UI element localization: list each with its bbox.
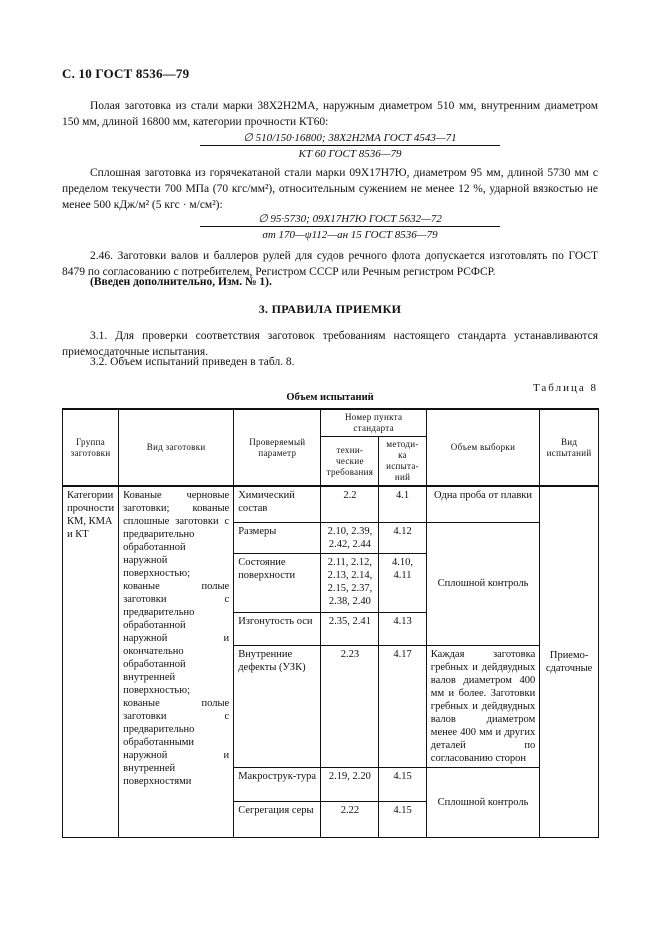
cell-method: 4.12 <box>379 522 427 553</box>
paragraph-3-1: 3.1. Для проверки соответствия заготовок требованиям настоящего стандарта устанавливаются приемосдаточные испытания. <box>62 330 598 358</box>
cell-method: 4.1 <box>379 486 427 522</box>
header-test-methods: методи-ка испыта-ний <box>379 437 427 487</box>
cell-method: 4.17 <box>379 645 427 767</box>
table-number-label: Таблица 8 <box>532 382 598 394</box>
paragraph-solid-billet: Сплошная заготовка из горячекатаной стали марки 09Х17Н7Ю, диаметром 95 мм, длиной 5730 мм с пределом текучести 700 МПа (70 кгс/мм²), относительным сужением не менее 12 %, ударной вязкостью не менее 500 кДж/м² (5 кгс · м/см²): <box>62 167 598 211</box>
page-header: С. 10 ГОСТ 8536—79 <box>62 66 190 81</box>
formula-designation-2 <box>200 212 500 241</box>
cell-param: Размеры <box>234 522 321 553</box>
cell-param: Внутренние дефекты (УЗК) <box>234 645 321 767</box>
cell-method: 4.13 <box>379 612 427 645</box>
cell-tech: 2.2 <box>321 486 379 522</box>
formula-2-denominator: σт 170—ψ112—ан 15 ГОСТ 8536—79 <box>262 229 438 241</box>
header-clause: Номер пункта стандарта <box>321 409 426 437</box>
paragraph-hollow-billet: Полая заготовка из стали марки 38Х2Н2МА, наружным диаметром 510 мм, внутренним диаметром 150 мм, длиной 16800 мм, категории прочности КТ60: <box>62 100 598 128</box>
header-sample: Объем выборки <box>426 409 539 486</box>
table-caption: Объем испытаний <box>286 392 374 403</box>
cell-sample: Сплошной контроль <box>426 522 539 645</box>
cell-billet-type: Кованые черновые заготовки; кованые сплошные заготовки с предварительно обработанной наружной поверхностью; кованые полые заготовки с предварительно обработанной наружной и окончательно обработанной внутренней поверхностью; кованые полые заготовки с предварительно обработанными наружной и внутренней поверхностями <box>119 486 234 837</box>
cell-param: Макрострук-тура <box>234 767 321 801</box>
cell-method: 4.15 <box>379 767 427 801</box>
cell-sample: Одна проба от плавки <box>426 486 539 522</box>
cell-method: 4.15 <box>379 801 427 837</box>
amendment-note: (Введен дополнительно, Изм. № 1). <box>90 276 272 288</box>
header-param: Проверяемый параметр <box>234 409 321 486</box>
formula-2-numerator: ∅ 95·5730; 09Х17Н7Ю ГОСТ 5632—72 <box>200 212 500 227</box>
cell-tech: 2.23 <box>321 645 379 767</box>
header-type: Вид заготовки <box>119 409 234 486</box>
cell-param: Состояние поверхности <box>234 553 321 612</box>
formula-1-denominator: КТ 60 ГОСТ 8536—79 <box>298 148 402 160</box>
test-scope-table <box>62 408 599 838</box>
cell-tech: 2.22 <box>321 801 379 837</box>
cell-param: Сегрегация серы <box>234 801 321 837</box>
cell-group: Категории прочности КМ, КМА и КТ <box>63 486 119 837</box>
paragraph-3-2: 3.2. Объем испытаний приведен в табл. 8. <box>90 356 295 368</box>
paragraph-2-46: 2.46. Заготовки валов и баллеров рулей для судов речного флота допускается изготовлять по ГОСТ 8479 по согласованию с потребителем, Регистром СССР или Речным регистром РСФСР. <box>62 250 598 278</box>
header-testtype: Вид испытаний <box>540 409 599 486</box>
cell-tech: 2.19, 2.20 <box>321 767 379 801</box>
section-title: 3. ПРАВИЛА ПРИЕМКИ <box>258 302 402 316</box>
header-tech-requirements: техни-ческие требования <box>321 437 379 487</box>
cell-method: 4.10, 4.11 <box>379 553 427 612</box>
header-group: Группа заготовки <box>63 409 119 486</box>
cell-param: Химический состав <box>234 486 321 522</box>
table-row <box>63 486 599 522</box>
cell-tech: 2.11, 2.12, 2.13, 2.14, 2.15, 2.37, 2.38, 2.40 <box>321 553 379 612</box>
cell-test-type: Приемо-сдаточные <box>540 486 599 837</box>
cell-sample: Сплошной контроль <box>426 767 539 837</box>
cell-tech: 2.10, 2.39, 2.42, 2.44 <box>321 522 379 553</box>
cell-sample: Каждая заготовка гребных и дейдвудных валов диаметром 400 мм и более. Заготовки гребных и дейдвудных валов диаметром менее 400 мм и других деталей по согласованию сторон <box>426 645 539 767</box>
formula-1-numerator: ∅ 510/150·16800; 38Х2Н2МА ГОСТ 4543—71 <box>200 131 500 146</box>
formula-designation-1 <box>200 131 500 160</box>
cell-param: Изгонутость оси <box>234 612 321 645</box>
cell-tech: 2.35, 2.41 <box>321 612 379 645</box>
